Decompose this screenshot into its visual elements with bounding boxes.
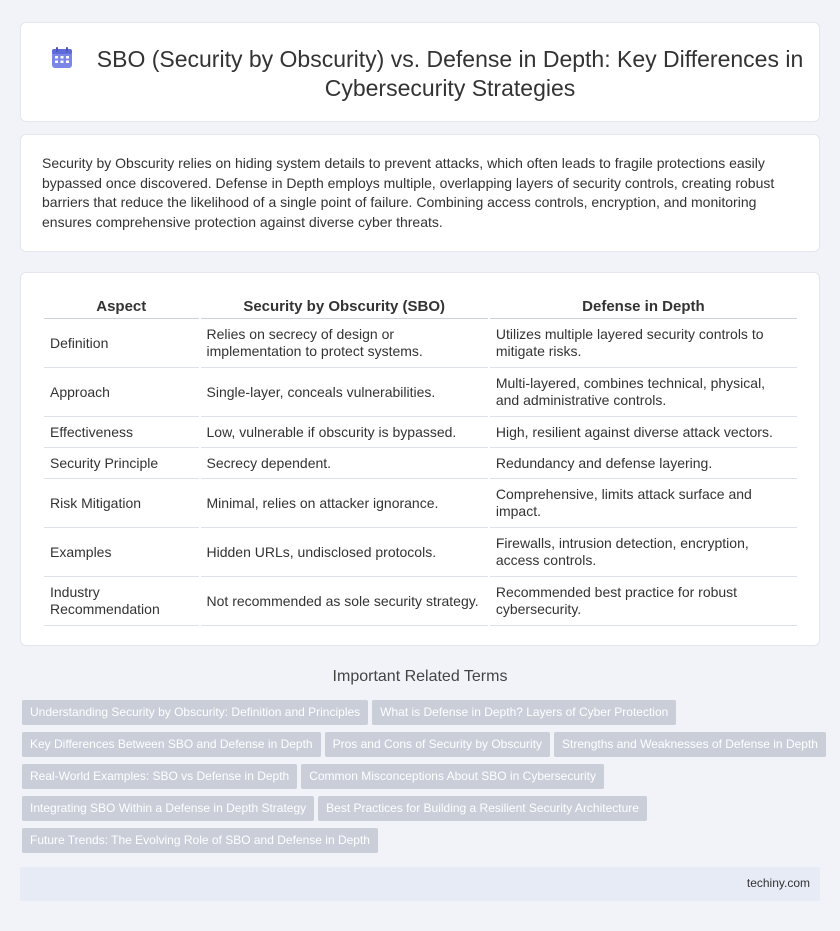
aspect-cell: Security Principle: [44, 448, 199, 479]
sbo-cell: Minimal, relies on attacker ignorance.: [201, 479, 488, 528]
tag-row: [22, 796, 822, 828]
column-header: Defense in Depth: [490, 294, 797, 319]
aspect-cell: Industry Recommendation: [44, 577, 199, 626]
sbo-cell: Secrecy dependent.: [201, 448, 488, 479]
related-term-tag[interactable]: Common Misconceptions About SBO in Cybersecurity: [301, 764, 604, 789]
aspect-cell: Effectiveness: [44, 417, 199, 448]
table-row: [44, 448, 797, 479]
related-term-tag[interactable]: What is Defense in Depth? Layers of Cyber Protection: [372, 700, 676, 725]
related-terms-title: Important Related Terms: [332, 668, 508, 685]
page-title: SBO (Security by Obscurity) vs. Defense in Depth: Key Differences in Cybersecurity Strategies: [96, 46, 804, 101]
tag-row: [22, 828, 822, 860]
calendar-icon: [50, 45, 76, 71]
related-term-tag[interactable]: Integrating SBO Within a Defense in Depth Strategy: [22, 796, 314, 821]
table-header-row: [44, 294, 797, 319]
aspect-cell: Examples: [44, 528, 199, 577]
related-term-tag[interactable]: Strengths and Weaknesses of Defense in Depth: [554, 732, 826, 757]
footer-site-link[interactable]: techiny.com: [746, 876, 810, 890]
tag-row: [22, 764, 822, 796]
aspect-cell: Approach: [44, 368, 199, 417]
related-term-tag[interactable]: Key Differences Between SBO and Defense in Depth: [22, 732, 321, 757]
tag-row: [22, 732, 822, 764]
table-row: [44, 479, 797, 528]
tag-row: [22, 700, 822, 732]
defense-cell: Utilizes multiple layered security controls to mitigate risks.: [490, 319, 797, 368]
sbo-cell: Low, vulnerable if obscurity is bypassed.: [201, 417, 488, 448]
sbo-cell: Not recommended as sole security strategy.: [201, 577, 488, 626]
table-row: [44, 368, 797, 417]
column-header: Aspect: [44, 294, 199, 319]
intro-text: Security by Obscurity relies on hiding system details to prevent attacks, which often leads to fragile protections easily bypassed once discovered. Defense in Depth employs multiple, overlapping layers of security controls, creating robust barriers that reduce the likelihood of a single point of failure. Combining access controls, encryption, and monitoring ensures comprehensive protection against diverse cyber threats.: [42, 155, 775, 230]
aspect-cell: Risk Mitigation: [44, 479, 199, 528]
table-row: [44, 528, 797, 577]
sbo-cell: Relies on secrecy of design or implementation to protect systems.: [201, 319, 488, 368]
defense-cell: Recommended best practice for robust cybersecurity.: [490, 577, 797, 626]
related-term-tag[interactable]: Real-World Examples: SBO vs Defense in Depth: [22, 764, 297, 789]
aspect-cell: Definition: [44, 319, 199, 368]
comparison-table: [42, 294, 799, 626]
footer: [20, 867, 820, 901]
related-term-tag[interactable]: Pros and Cons of Security by Obscurity: [325, 732, 550, 757]
defense-cell: Firewalls, intrusion detection, encryption, access controls.: [490, 528, 797, 577]
column-header: Security by Obscurity (SBO): [201, 294, 488, 319]
table-row: [44, 319, 797, 368]
related-term-tag[interactable]: Best Practices for Building a Resilient Security Architecture: [318, 796, 647, 821]
title-card: [20, 22, 820, 122]
related-term-tag[interactable]: Understanding Security by Obscurity: Definition and Principles: [22, 700, 368, 725]
defense-cell: Comprehensive, limits attack surface and impact.: [490, 479, 797, 528]
table-row: [44, 577, 797, 626]
related-term-tag[interactable]: Future Trends: The Evolving Role of SBO and Defense in Depth: [22, 828, 378, 853]
defense-cell: Redundancy and defense layering.: [490, 448, 797, 479]
intro-card: [20, 134, 820, 252]
sbo-cell: Hidden URLs, undisclosed protocols.: [201, 528, 488, 577]
table-row: [44, 417, 797, 448]
related-terms-list: [22, 700, 822, 860]
comparison-card: [20, 272, 820, 646]
sbo-cell: Single-layer, conceals vulnerabilities.: [201, 368, 488, 417]
defense-cell: Multi-layered, combines technical, physical, and administrative controls.: [490, 368, 797, 417]
defense-cell: High, resilient against diverse attack vectors.: [490, 417, 797, 448]
